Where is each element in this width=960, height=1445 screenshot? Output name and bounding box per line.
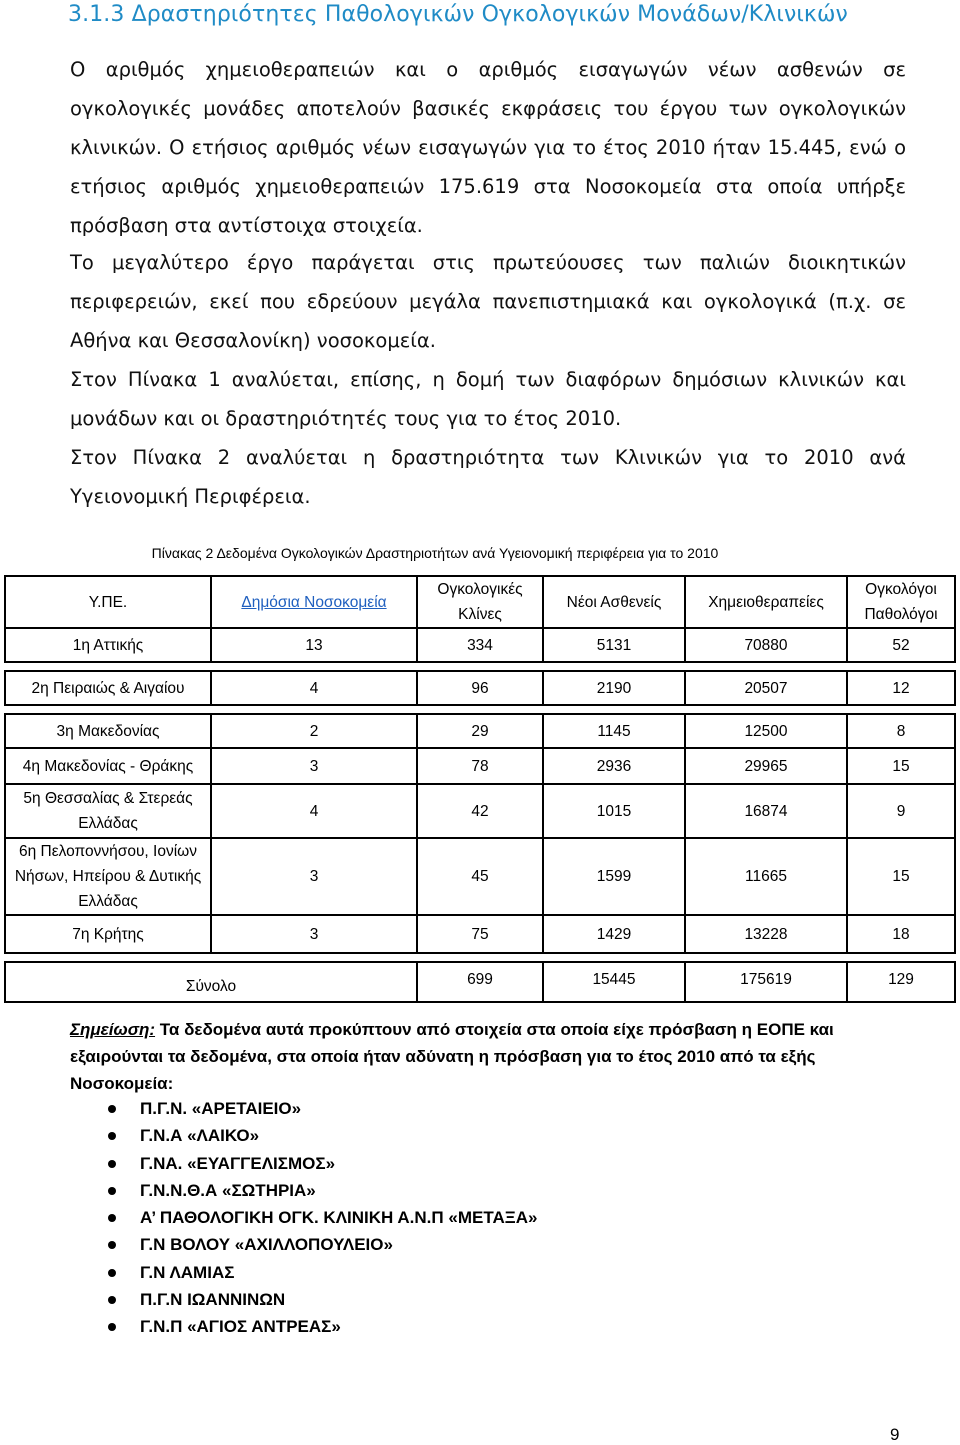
hospital-name: Γ.Ν.Α «ΛΑΙΚΟ» [140, 1126, 260, 1146]
cell-region: 6η Πελοποννήσου, Ιονίων Νήσων, Ηπείρου & Δυτικής Ελλάδας [5, 838, 211, 915]
hospital-name: Γ.Ν.Ν.Θ.Α «ΣΩΤΗΡΙΑ» [140, 1180, 316, 1200]
header-region: Υ.ΠΕ. [5, 576, 211, 628]
table-spacer [5, 705, 955, 714]
cell-chemotherapies: 11665 [685, 838, 847, 915]
cell-hospitals: 2 [211, 714, 417, 748]
table-spacer [5, 953, 955, 962]
cell-oncologists: 15 [847, 748, 955, 784]
note-paragraph [70, 1016, 906, 1097]
cell-chemotherapies: 20507 [685, 671, 847, 705]
cell-beds: 334 [417, 628, 543, 662]
cell-hospitals: 13 [211, 628, 417, 662]
bullet-icon [108, 1160, 116, 1168]
cell-hospitals: 3 [211, 748, 417, 784]
cell-oncologists: 12 [847, 671, 955, 705]
table-row [5, 628, 955, 662]
cell-beds: 75 [417, 915, 543, 953]
cell-chemotherapies: 29965 [685, 748, 847, 784]
cell-oncologists: 15 [847, 838, 955, 915]
cell-new-patients: 1429 [543, 915, 685, 953]
hospital-name: Γ.ΝΑ. «ΕΥΑΓΓΕΛΙΣΜΟΣ» [140, 1153, 336, 1173]
section-heading: 3.1.3 Δραστηριότητες Παθολογικών Ογκολογικών Μονάδων/Κλινικών [68, 2, 848, 27]
table-row [5, 915, 955, 953]
bullet-icon [108, 1105, 116, 1113]
bullet-icon [108, 1296, 116, 1304]
paragraph-intro: Ο αριθμός χημειοθεραπειών και ο αριθμός εισαγωγών νέων ασθενών σε ογκολογικές μονάδες αποτελούν βασικές εκφράσεις του έργου των ογκολογικών κλινικών. Ο ετήσιος αριθμός νέων εισαγωγών για το έτος 2010 ήταν 15.445, ενώ ο ετήσιος αριθμός χημειοθεραπειών 175.619 στα Νοσοκομεία στα οποία υπήρξε πρόσβαση στα αντίστοιχα στοιχεία. [70, 58, 906, 237]
cell-new-patients: 1599 [543, 838, 685, 915]
header-chemotherapies: Χημειοθεραπείες [685, 576, 847, 628]
list-item [140, 1313, 537, 1340]
cell-new-patients: 2936 [543, 748, 685, 784]
cell-chemotherapies: 13228 [685, 915, 847, 953]
hospital-name: Γ.Ν ΛΑΜΙΑΣ [140, 1262, 235, 1282]
cell-beds: 96 [417, 671, 543, 705]
cell-new-patients: 1015 [543, 784, 685, 838]
cell-beds: 29 [417, 714, 543, 748]
paragraph-table2: Στον Πίνακα 2 αναλύεται η δραστηριότητα των Κλινικών για το 2010 ανά Υγειονομική Περιφέρεια. [70, 446, 906, 508]
cell-hospitals: 4 [211, 784, 417, 838]
bullet-icon [108, 1323, 116, 1331]
table-row [5, 838, 955, 915]
cell-new-patients: 2190 [543, 671, 685, 705]
cell-chemotherapies: 70880 [685, 628, 847, 662]
cell-new-patients: 1145 [543, 714, 685, 748]
table-total-row [5, 962, 955, 1002]
cell-region: 2η Πειραιώς & Αιγαίου [5, 671, 211, 705]
list-item [140, 1286, 537, 1313]
note-text: Τα δεδομένα αυτά προκύπτουν από στοιχεία στα οποία είχε πρόσβαση η ΕΟΠΕ και εξαιρούνται τα δεδομένα, στα οποία ήταν αδύνατη η πρόσβαση για το έτος 2010 από τα εξής Νοσοκομεία: [70, 1020, 834, 1093]
cell-oncologists: 52 [847, 628, 955, 662]
bullet-icon [108, 1187, 116, 1195]
cell-region: 1η Αττικής [5, 628, 211, 662]
table-row [5, 784, 955, 838]
excluded-hospitals-list [140, 1095, 537, 1341]
table-row [5, 748, 955, 784]
cell-chemotherapies: 12500 [685, 714, 847, 748]
cell-region: 5η Θεσσαλίας & Στερεάς Ελλάδας [5, 784, 211, 838]
cell-hospitals: 4 [211, 671, 417, 705]
cell-beds: 42 [417, 784, 543, 838]
cell-beds: 45 [417, 838, 543, 915]
hospital-name: Π.Γ.Ν. «ΑΡΕΤΑΙΕΙΟ» [140, 1099, 302, 1118]
header-beds: Ογκολογικές Κλίνες [417, 576, 543, 628]
list-item [140, 1204, 537, 1231]
table-row [5, 714, 955, 748]
cell-chemotherapies: 16874 [685, 784, 847, 838]
cell-new-patients: 5131 [543, 628, 685, 662]
page-number: 9 [890, 1425, 900, 1444]
table-row [5, 671, 955, 705]
list-item [140, 1231, 537, 1258]
bullet-icon [108, 1132, 116, 1140]
total-new-patients: 15445 [543, 962, 685, 1002]
list-item [140, 1259, 537, 1286]
table-spacer [5, 662, 955, 671]
hospital-name: Γ.Ν ΒΟΛΟΥ «ΑΧΙΛΛΟΠΟΥΛΕΙΟ» [140, 1235, 393, 1255]
list-item [140, 1150, 537, 1177]
table-caption: Πίνακας 2 Δεδομένα Ογκολογικών Δραστηριοτήτων ανά Υγειονομική περιφέρεια για το 2010 [151, 545, 719, 561]
total-label: Σύνολο [5, 962, 417, 1002]
cell-oncologists: 9 [847, 784, 955, 838]
list-item [140, 1177, 537, 1204]
total-oncologists: 129 [847, 962, 955, 1002]
bullet-icon [108, 1214, 116, 1222]
cell-beds: 78 [417, 748, 543, 784]
list-item [140, 1095, 537, 1122]
total-chemotherapies: 175619 [685, 962, 847, 1002]
cell-hospitals: 3 [211, 838, 417, 915]
header-hospitals[interactable] [211, 576, 417, 628]
table-header-row [5, 576, 955, 628]
hospital-name: Α’ ΠΑΘΟΛΟΓΙΚΗ ΟΓΚ. ΚΛΙΝΙΚΗ Α.Ν.Π «ΜΕΤΑΞΑ» [140, 1208, 538, 1228]
cell-region: 3η Μακεδονίας [5, 714, 211, 748]
bullet-icon [108, 1241, 116, 1249]
cell-hospitals: 3 [211, 915, 417, 953]
hospital-name: Π.Γ.Ν ΙΩΑΝΝΙΝΩΝ [140, 1290, 286, 1310]
cell-oncologists: 8 [847, 714, 955, 748]
total-beds: 699 [417, 962, 543, 1002]
hospital-name: Γ.Ν.Π «ΑΓΙΟΣ ΑΝΤΡΕΑΣ» [140, 1317, 341, 1337]
cell-region: 7η Κρήτης [5, 915, 211, 953]
list-item [140, 1122, 537, 1149]
cell-oncologists: 18 [847, 915, 955, 953]
header-new-patients: Νέοι Ασθενείς [543, 576, 685, 628]
cell-region: 4η Μακεδονίας - Θράκης [5, 748, 211, 784]
header-oncologists: Ογκολόγοι Παθολόγοι [847, 576, 955, 628]
paragraph-capitals: Το μεγαλύτερο έργο παράγεται στις πρωτεύουσες των παλιών διοικητικών περιφερειών, εκεί που εδρεύουν μεγάλα πανεπιστημιακά και ογκολογικά (π.χ. σε Αθήνα και Θεσσαλονίκη) νοσοκομεία. [70, 251, 906, 352]
regional-activity-table [4, 575, 956, 1003]
bullet-icon [108, 1269, 116, 1277]
paragraph-table1: Στον Πίνακα 1 αναλύεται, επίσης, η δομή των διαφόρων δημόσιων κλινικών και μονάδων και οι δραστηριότητές τους για το έτος 2010. [70, 368, 906, 430]
header-hospitals-label[interactable]: Δημόσια Νοσοκομεία [241, 593, 387, 611]
note-label: Σημείωση: [70, 1020, 156, 1039]
